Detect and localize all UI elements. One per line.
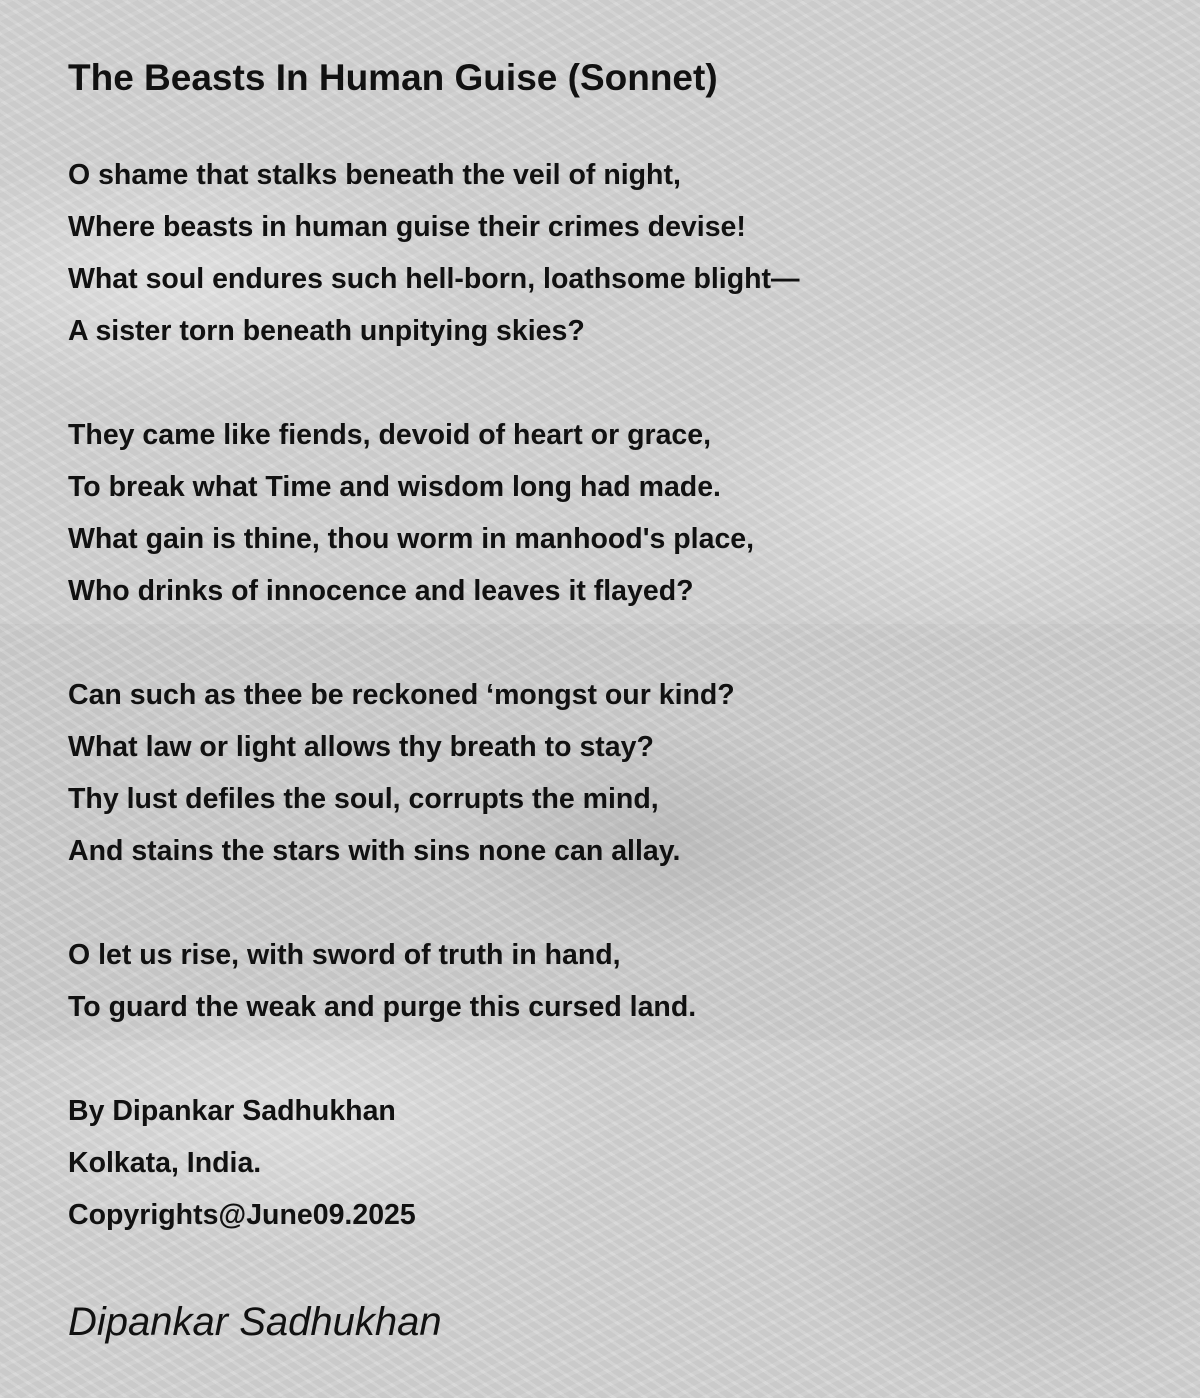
poem-line: They came like fiends, devoid of heart or grace, xyxy=(68,419,712,451)
poem-byline xyxy=(68,1085,1168,1241)
poem-line: Where beasts in human guise their crimes devise! xyxy=(68,211,746,243)
poem-line: To guard the weak and purge this cursed land. xyxy=(68,991,697,1023)
poem-title: The Beasts In Human Guise (Sonnet) xyxy=(68,57,718,98)
stanza-1 xyxy=(68,149,1168,357)
poem-line: Can such as thee be reckoned ‘mongst our kind? xyxy=(68,679,735,711)
poem-line: What law or light allows thy breath to stay? xyxy=(68,731,654,763)
poem-line: Thy lust defiles the soul, corrupts the mind, xyxy=(68,783,659,815)
poem-line: O shame that stalks beneath the veil of night, xyxy=(68,159,681,191)
poem-body xyxy=(68,149,1168,1293)
author-signature: Dipankar Sadhukhan xyxy=(68,1300,442,1344)
poem-line: Who drinks of innocence and leaves it flayed? xyxy=(68,575,694,607)
poem-line: And stains the stars with sins none can allay. xyxy=(68,835,681,867)
byline-author: By Dipankar Sadhukhan xyxy=(68,1095,396,1127)
stanza-3 xyxy=(68,669,1168,877)
byline-location: Kolkata, India. xyxy=(68,1147,262,1179)
poem-line: A sister torn beneath unpitying skies? xyxy=(68,315,585,347)
byline-copyright: Copyrights@June09.2025 xyxy=(68,1199,416,1231)
stanza-couplet xyxy=(68,929,1168,1033)
poem-line: O let us rise, with sword of truth in hand, xyxy=(68,939,621,971)
poem-line: What soul endures such hell-born, loathsome blight— xyxy=(68,263,800,295)
stanza-2 xyxy=(68,409,1168,617)
poem-line: To break what Time and wisdom long had made. xyxy=(68,471,721,503)
poem-line: What gain is thine, thou worm in manhood's place, xyxy=(68,523,755,555)
